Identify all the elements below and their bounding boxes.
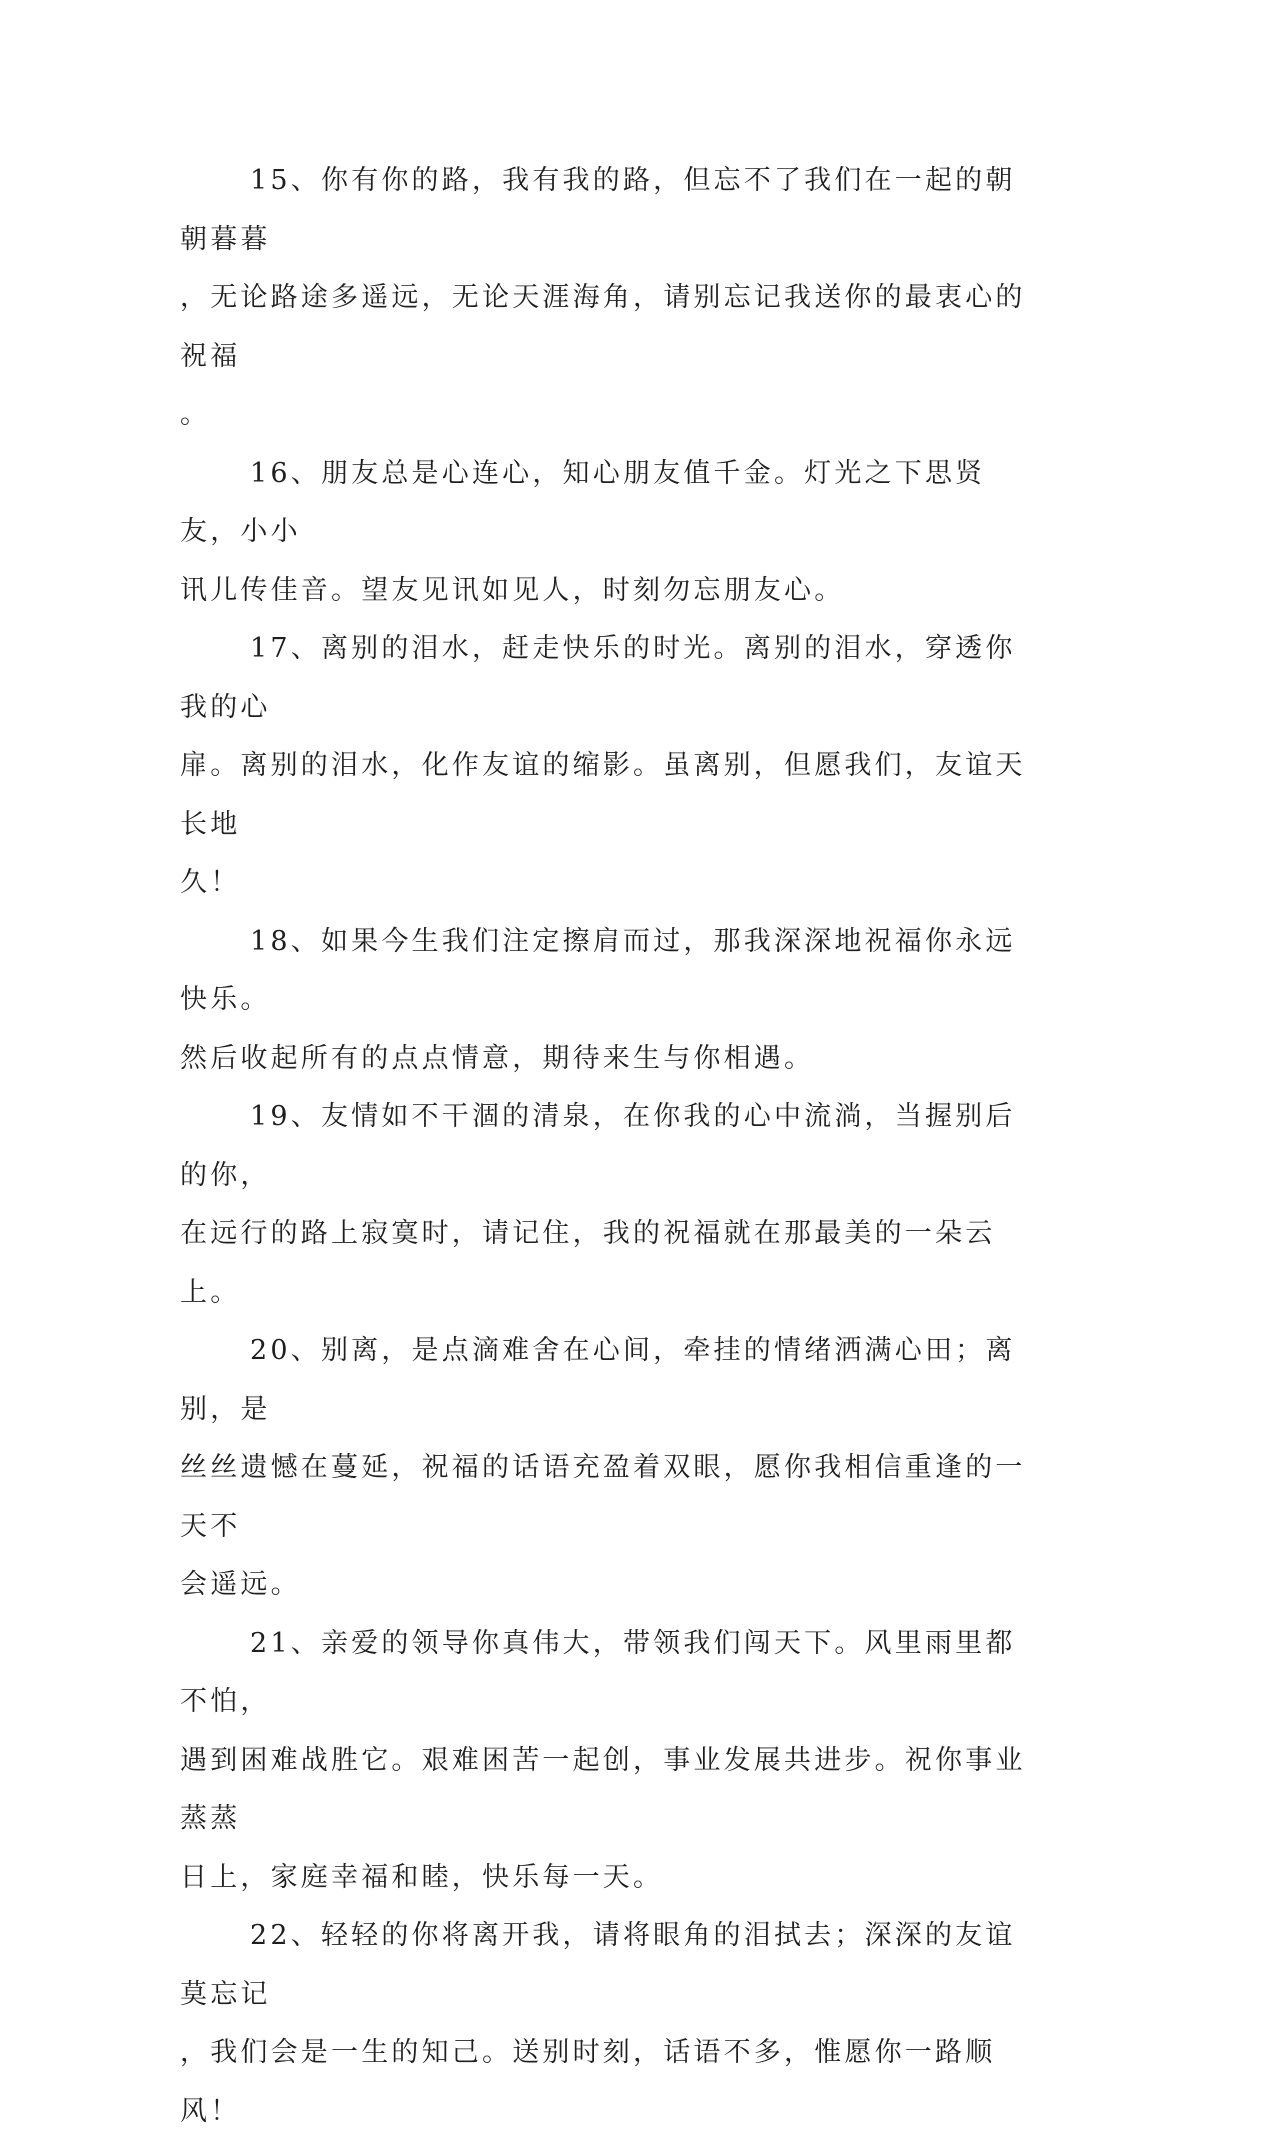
text-line: ，无论路途多遥远，无论天涯海角，请别忘记我送你的最衷心的祝福 (180, 282, 1026, 372)
document-body (180, 152, 1035, 2141)
paragraph-19 (180, 1088, 1035, 1322)
text-line: 遇到困难战胜它。艰难困苦一起创，事业发展共进步。祝你事业蒸蒸 (180, 1744, 1026, 1834)
text-line: 15、你有你的路，我有我的路，但忘不了我们在一起的朝朝暮暮 (180, 165, 1016, 255)
text-line: 讯儿传佳音。望友见讯如见人，时刻勿忘朋友心。 (180, 574, 845, 606)
text-line: 17、离别的泪水，赶走快乐的时光。离别的泪水，穿透你我的心 (180, 633, 1016, 723)
paragraph-18 (180, 913, 1035, 1089)
text-line: 丝丝遗憾在蔓延，祝福的话语充盈着双眼，愿你我相信重逢的一天不 (180, 1452, 1026, 1542)
text-line: 。 (180, 399, 211, 430)
text-line: 22、轻轻的你将离开我，请将眼角的泪拭去；深深的友谊莫忘记 (180, 1920, 1016, 2010)
text-line: 然后收起所有的点点情意，期待来生与你相遇。 (180, 1042, 815, 1074)
paragraph-17 (180, 620, 1035, 913)
text-line: 会遥远。 (180, 1569, 301, 1600)
text-line: 21、亲爱的领导你真伟大，带领我们闯天下。风里雨里都不怕， (180, 1627, 1016, 1717)
text-line: 18、如果今生我们注定擦肩而过，那我深深地祝福你永远快乐。 (180, 925, 1016, 1015)
text-line: 20、别离，是点滴难舍在心间，牵挂的情绪洒满心田；离别，是 (180, 1335, 1016, 1425)
paragraph-15 (180, 152, 1035, 445)
paragraph-21 (180, 1615, 1035, 1908)
text-line: ，我们会是一生的知己。送别时刻，话语不多，惟愿你一路顺风！ (180, 2037, 996, 2127)
paragraph-16 (180, 445, 1035, 621)
paragraph-20 (180, 1322, 1035, 1615)
text-line: 16、朋友总是心连心，知心朋友值千金。灯光之下思贤友，小小 (180, 457, 986, 547)
text-line: 19、友情如不干涸的清泉，在你我的心中流淌，当握别后的你， (180, 1101, 1016, 1191)
text-line: 在远行的路上寂寞时，请记住，我的祝福就在那最美的一朵云上。 (180, 1218, 996, 1308)
paragraph-22 (180, 1907, 1035, 2141)
text-line: 久！ (180, 867, 241, 898)
text-line: 扉。离别的泪水，化作友谊的缩影。虽离别，但愿我们，友谊天长地 (180, 750, 1026, 840)
text-line: 日上，家庭幸福和睦，快乐每一天。 (180, 1861, 664, 1893)
